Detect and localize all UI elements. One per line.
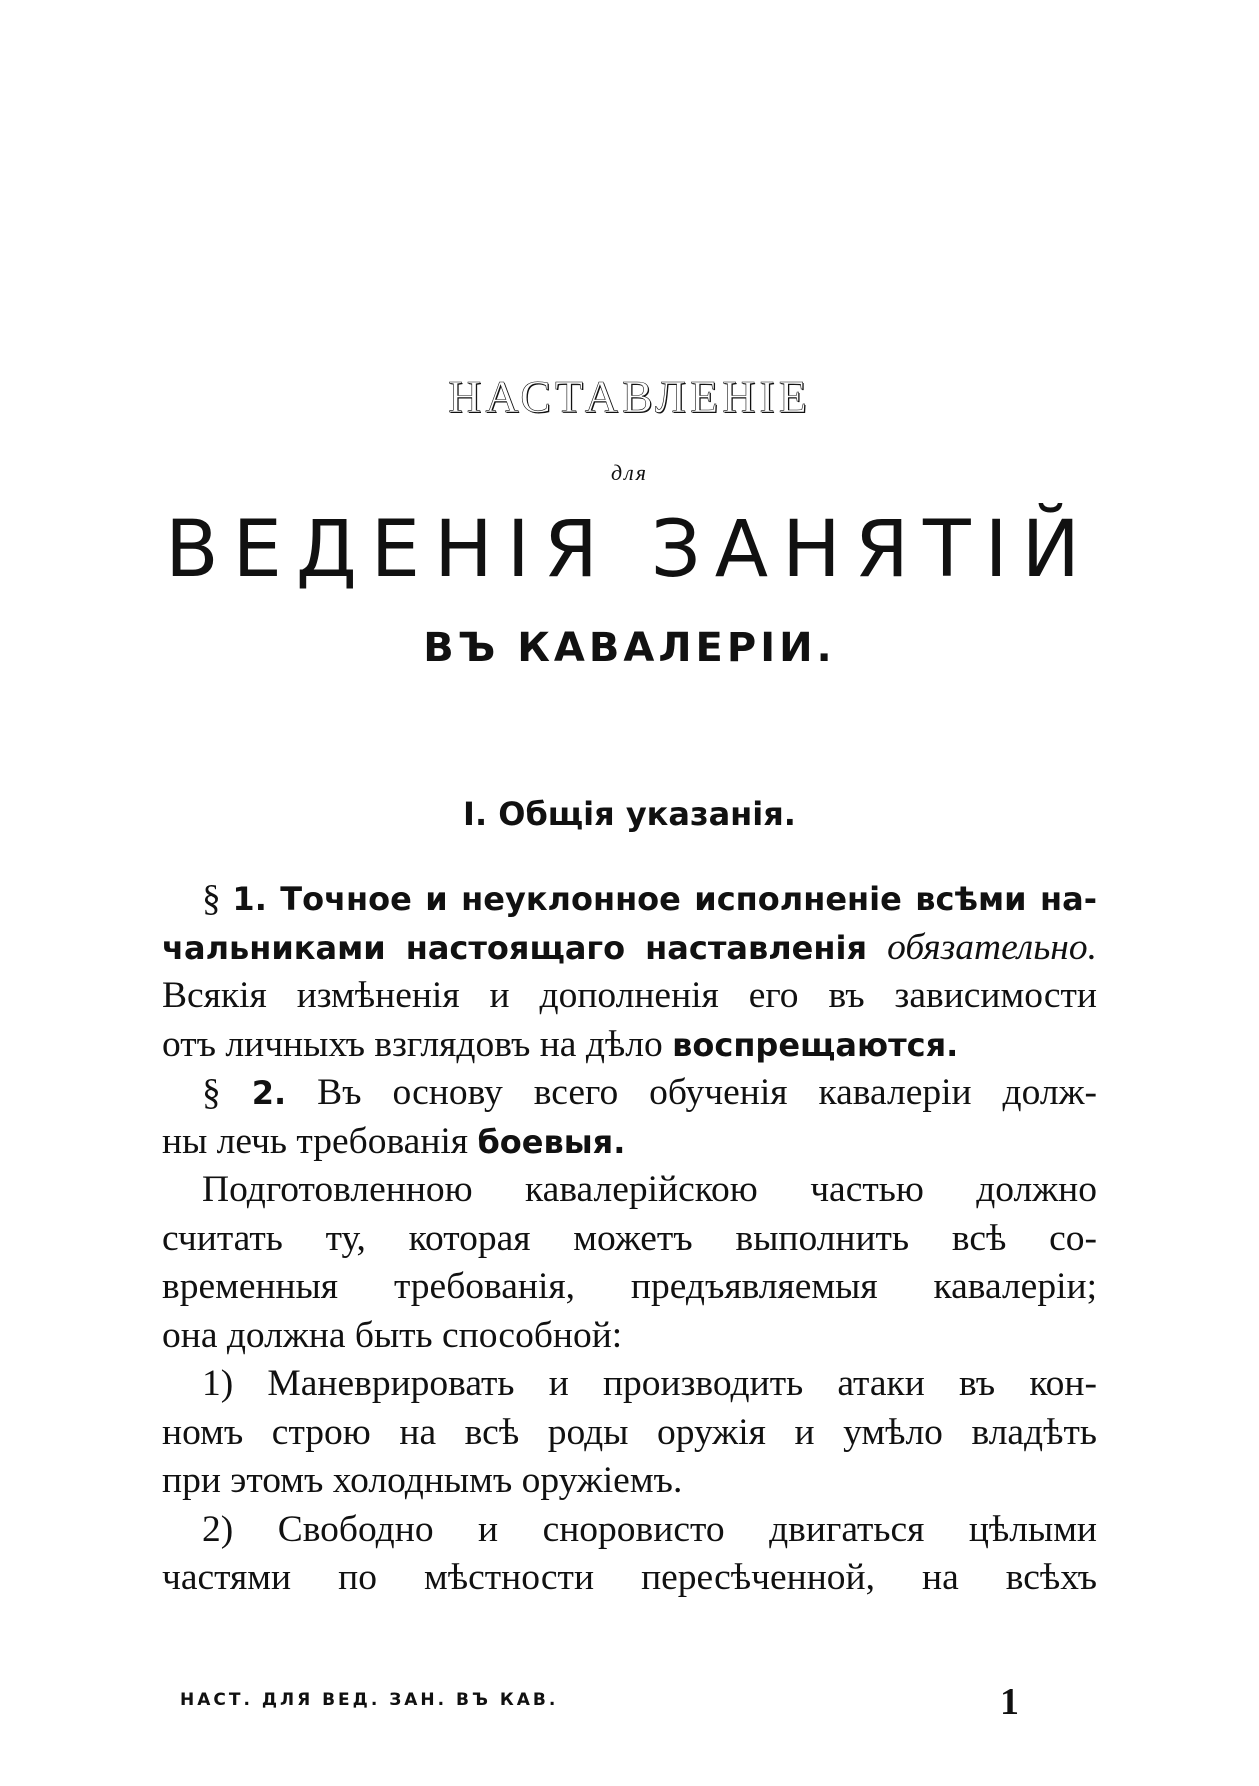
paragraph-1 xyxy=(162,875,1097,1069)
text-line: она должна быть способной: xyxy=(162,1314,623,1356)
text-line: Всякія измѣненія и дополненія его въ зависимости xyxy=(162,975,1097,1016)
text-line: при этомъ холоднымъ оружіемъ. xyxy=(162,1460,683,1501)
section-sign: § xyxy=(202,1072,252,1113)
text-line: частями по мѣстности пересѣченной, на всѣхъ xyxy=(162,1557,1097,1598)
bold-text: 1. Точное и неуклонное исполненіе всѣми на- xyxy=(232,880,1098,918)
document-subtitle: ВЪ КАВАЛЕРІИ. xyxy=(423,625,836,671)
bold-text: боевыя. xyxy=(477,1122,626,1161)
text-line xyxy=(162,1021,1097,1070)
text-line xyxy=(162,1118,1097,1167)
bold-text: чальниками настоящаго наставленія xyxy=(162,928,888,967)
text-line: номъ строю на всѣ роды оружія и умѣло владѣть xyxy=(162,1411,1097,1453)
text-line: 2) Свободно и сноровисто двигаться цѣлыми xyxy=(202,1508,1097,1550)
text-line xyxy=(162,875,1097,924)
document-title: НАСТАВЛЕНІЕ xyxy=(448,371,811,422)
text-line xyxy=(162,1069,1097,1118)
bold-text: воспрещаются. xyxy=(672,1025,959,1064)
text-line xyxy=(162,924,1097,973)
paragraph-4 xyxy=(162,1360,1097,1506)
section-heading: I. Общія указанія. xyxy=(463,795,796,833)
document-title-large: ВЕДЕНІЯ ЗАНЯТІЙ xyxy=(165,505,1094,595)
paragraph-2 xyxy=(162,1069,1097,1166)
bold-text: 2. xyxy=(251,1074,287,1112)
text-line: временныя требованія, предъявляемыя кавалеріи; xyxy=(162,1266,1097,1307)
body-text xyxy=(162,875,1097,1603)
text-line: 1) Маневрировать и производить атаки въ кон- xyxy=(202,1363,1097,1404)
text-line: Подготовленною кавалерійскою частью должно xyxy=(202,1169,1097,1210)
italic-text: обязательно. xyxy=(887,926,1097,968)
plain-text: Въ основу всего обученія кавалеріи долж- xyxy=(286,1072,1097,1113)
page-number: 1 xyxy=(1000,1681,1019,1723)
plain-text: ны лечь требованія xyxy=(162,1120,478,1162)
plain-text: отъ личныхъ взглядовъ на дѣло xyxy=(162,1023,673,1065)
footer-signature: НАСТ. ДЛЯ ВЕД. ЗАН. ВЪ КАВ. xyxy=(180,1690,559,1710)
section-sign: § xyxy=(202,878,233,919)
text-line: считать ту, которая можетъ выполнить всѣ со- xyxy=(162,1217,1097,1259)
paragraph-3 xyxy=(162,1166,1097,1360)
title-connector: для xyxy=(611,460,648,485)
paragraph-5 xyxy=(162,1506,1097,1603)
